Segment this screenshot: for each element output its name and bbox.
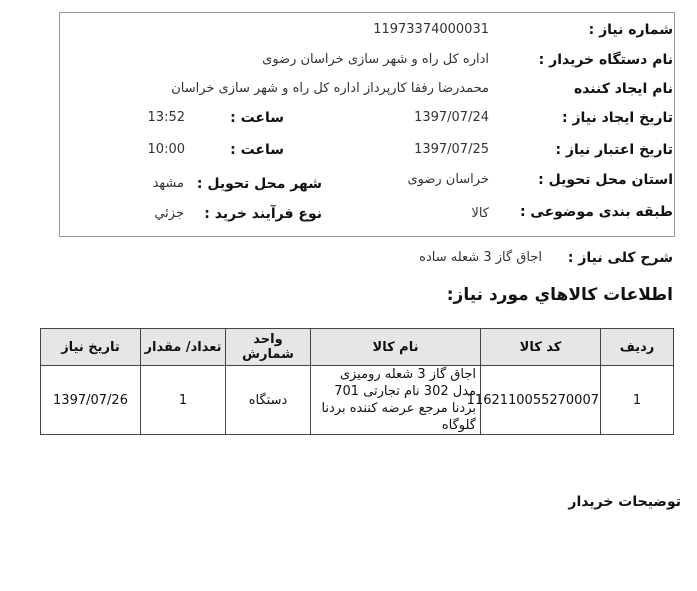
province-value: خراسان رضوی xyxy=(407,172,489,187)
created-time-value: 13:52 xyxy=(147,110,185,125)
validity-time-label: ساعت : xyxy=(230,142,284,158)
summary-label: شرح کلی نیاز : xyxy=(567,250,673,266)
creator-value: محمدرضا رفقا کارپرداز اداره کل راه و شهر سازی خراسان xyxy=(171,81,489,96)
table-header-row xyxy=(41,329,674,366)
table-row xyxy=(41,366,674,435)
created-date-label: تاریخ ایجاد نیاز : xyxy=(561,110,673,126)
col-header-unit: واحد شمارش xyxy=(226,329,311,366)
category-value: کالا xyxy=(471,206,489,221)
created-time-label: ساعت : xyxy=(230,110,284,126)
validity-date-label: تاریخ اعتبار نیاز : xyxy=(555,142,673,158)
validity-time-value: 10:00 xyxy=(147,142,185,157)
province-label: استان محل تحویل : xyxy=(538,172,673,188)
created-date-value: 1397/07/24 xyxy=(414,110,489,125)
need-number-value: 11973374000031 xyxy=(373,22,489,37)
col-header-code: کد کالا xyxy=(481,329,601,366)
col-header-row-number: ردیف xyxy=(601,329,674,366)
items-heading: اطلاعات کالاهاي مورد نیاز: xyxy=(446,285,673,305)
summary-value: اجاق گاز 3 شعله ساده xyxy=(419,250,542,265)
col-header-date: تاریخ نیاز xyxy=(41,329,141,366)
validity-date-value: 1397/07/25 xyxy=(414,142,489,157)
process-value: جزئي xyxy=(154,206,184,221)
cell-date: 1397/07/26 xyxy=(41,366,141,435)
need-number-label: شماره نیاز : xyxy=(588,22,673,38)
cell-code: 1162110055270007 xyxy=(481,366,601,435)
city-value: مشهد xyxy=(152,176,184,191)
col-header-name: نام کالا xyxy=(311,329,481,366)
buyer-label: نام دستگاه خریدار : xyxy=(538,52,673,68)
buyer-notes-label: توضیحات خریدار xyxy=(568,494,681,510)
col-header-qty: تعداد/ مقدار xyxy=(141,329,226,366)
process-label: نوع فرآیند خرید : xyxy=(204,206,322,222)
cell-qty: 1 xyxy=(141,366,226,435)
items-table xyxy=(40,328,674,435)
category-label: طبقه بندی موضوعی : xyxy=(519,204,673,220)
cell-unit: دستگاه xyxy=(226,366,311,435)
buyer-value: اداره کل راه و شهر سازی خراسان رضوی xyxy=(262,52,489,67)
cell-name: اجاق گاز 3 شعله رومیزی مدل 302 نام تجارتی 701 بردنا مرجع عرضه کننده بردنا گلوگاه xyxy=(311,366,481,435)
creator-label: نام ایجاد کننده xyxy=(573,81,673,97)
city-label: شهر محل تحویل : xyxy=(196,176,322,192)
cell-row-number: 1 xyxy=(601,366,674,435)
